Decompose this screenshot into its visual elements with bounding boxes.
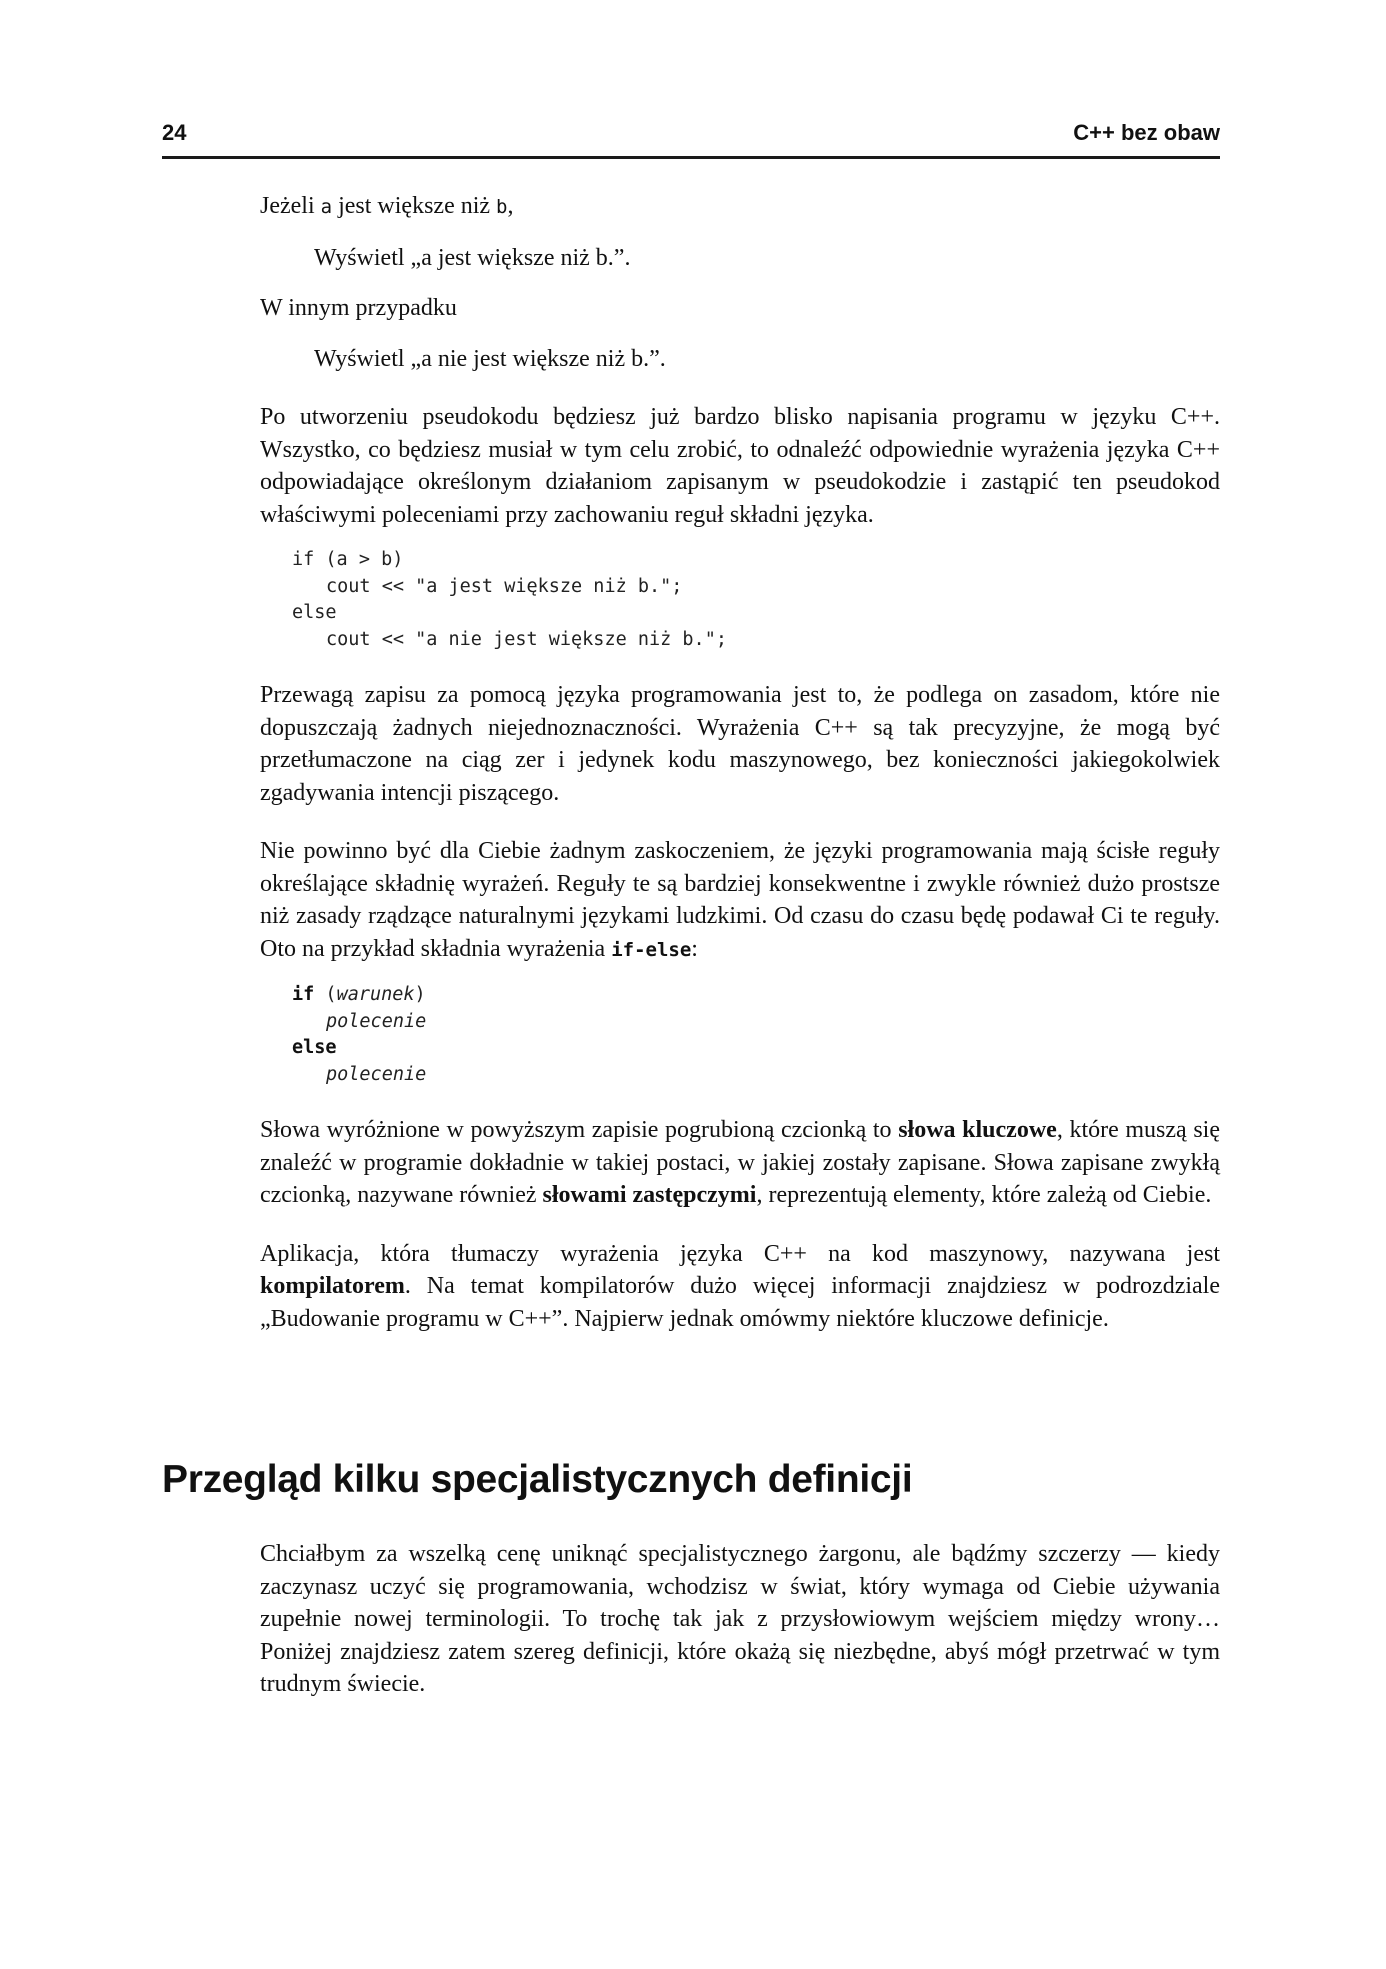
paragraph-terminology: Chciałbym za wszelką cenę uniknąć specjalistycznego żargonu, ale bądźmy szczerzy — kiedy zaczynasz uczyć się programowania, wchodzisz w świat, który wymaga od Ciebie używania zupełnie nowej terminologii. To trochę tak jak z przysłowiowym wejściem między wrony… Poniżej znajdziesz zatem szereg definicji, które okażą się niezbędne, abyś mógł przetrwać w tym trudnym świecie. <box>260 1541 1220 1697</box>
term-placeholders: słowami zastępczymi <box>542 1182 757 1208</box>
pseudocode-else-action: Wyświetl „a nie jest większe niż b.”. <box>314 345 666 372</box>
pseudocode-else-line: W innym przypadku <box>260 295 457 321</box>
code-block-if-else-syntax <box>260 982 1220 1088</box>
paragraph-text: . Na temat kompilatorów dużo więcej informacji znajdziesz w podrozdziale „Budowanie programu w C++”. Najpierw jednak omówmy niektóre kluczowe definicje. <box>260 1273 1220 1332</box>
section-body <box>260 1538 1220 1701</box>
keyword-else: else <box>292 1037 337 1058</box>
code-line: else <box>292 602 337 623</box>
paragraph-text: , które muszą się znaleźć w programie dokładnie w takiej postaci, w jakiej zostały zapisane. Słowa zapisane zwykłą czcionką, nazywane również <box>260 1117 1220 1208</box>
code-line: cout << "a nie jest większe niż b."; <box>326 628 727 650</box>
code-line: if (a > b) <box>292 549 404 570</box>
paragraph-text: Nie powinno być dla Ciebie żadnym zaskoczeniem, że języki programowania mają ścisłe reguły określające składnię wyrażeń. Reguły te są bardziej konsekwentne i zwykle również dużo prostsze niż zasady rządzące naturalnymi językami ludzkimi. Od czasu do czasu będę podawał Ci te reguły. Oto na przykład składnia wyrażenia <box>260 838 1220 962</box>
placeholder-statement: polecenie <box>326 1010 427 1032</box>
pseudocode-if-mid: jest większe niż <box>332 193 497 219</box>
paragraph-pseudocode-to-cpp: Po utworzeniu pseudokodu będziesz już bardzo blisko napisania programu w języku C++. Wszystko, co będziesz musiał w tym celu zrobić, to odnaleźć odpowiednie wyrażenia języka C++ odpowiadające określonym działaniom zapisanym w pseudokodzie i zastąpić ten pseudokod właściwymi poleceniami przy zachowaniu reguł składni języka. <box>260 404 1220 528</box>
paragraph-text: , reprezentują elementy, które zależą od Ciebie. <box>756 1182 1212 1208</box>
term-keywords: słowa kluczowe <box>898 1117 1057 1143</box>
inline-code-if-else: if-else <box>611 938 692 961</box>
paragraph-compiler <box>260 1238 1220 1336</box>
paragraph-keywords <box>260 1114 1220 1212</box>
placeholder-statement: polecenie <box>326 1063 427 1085</box>
code-line: cout << "a jest większe niż b."; <box>326 575 683 597</box>
code-block-if-else-example <box>260 547 1220 653</box>
pseudocode-if-prefix: Jeżeli <box>260 193 321 219</box>
pseudocode-var-a: a <box>320 196 333 218</box>
running-title: C++ bez obaw <box>1073 120 1220 145</box>
paragraph-text-end: : <box>691 935 698 962</box>
page-number: 24 <box>162 120 187 145</box>
placeholder-condition: warunek <box>336 984 415 1005</box>
code-line <box>292 982 1220 1009</box>
page-header <box>162 118 1220 159</box>
code-paren-close: ) <box>414 984 426 1005</box>
paragraph-language-precision: Przewagą zapisu za pomocą języka programowania jest to, że podlega on zasadom, które nie dopuszczają żadnych niejednoznaczności. Wyrażenia C++ są tak precyzyjne, że mogą być przetłumaczone na ciąg zer i jedynek kodu maszynowego, bez konieczności jakiegokolwiek zgadywania intencji piszącego. <box>260 682 1220 806</box>
section-heading: Przegląd kilku specjalistycznych definicji <box>162 1458 913 1501</box>
pseudocode-if-suffix: , <box>507 193 514 219</box>
keyword-if: if <box>292 984 315 1005</box>
paragraph-text: Aplikacja, która tłumaczy wyrażenia języka C++ na kod maszynowy, nazywana jest <box>260 1240 1220 1267</box>
page-body <box>260 190 1220 1335</box>
pseudocode-var-b: b <box>496 196 508 218</box>
paragraph-text: Słowa wyróżnione w powyższym zapisie pogrubioną czcionką to <box>260 1117 899 1143</box>
paragraph-syntax-rules <box>260 835 1220 966</box>
code-paren-open: ( <box>314 984 337 1005</box>
pseudocode-then-line: Wyświetl „a jest większe niż b.”. <box>314 244 631 271</box>
term-compiler: kompilatorem <box>260 1273 405 1299</box>
pseudocode-if-line <box>260 190 1220 224</box>
